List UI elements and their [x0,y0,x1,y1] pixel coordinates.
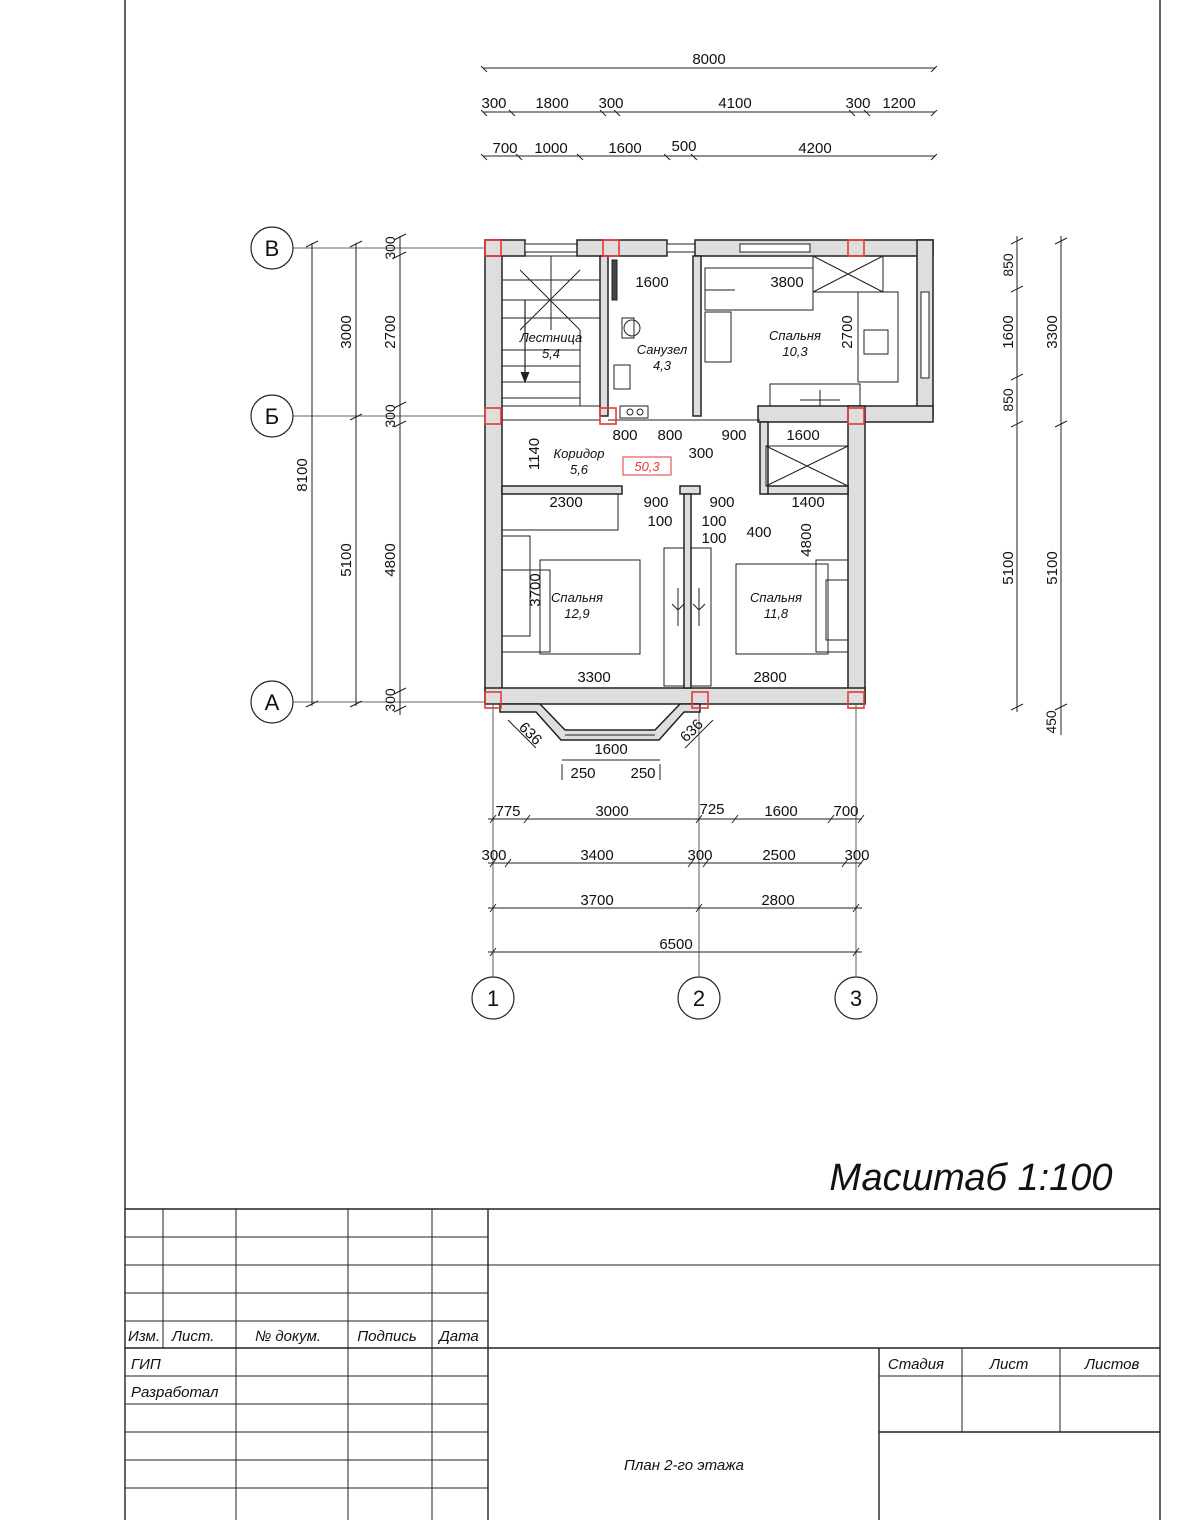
dim-int-bed1-depth: 2700 [839,315,856,349]
room-area-bed2: 12,9 [564,606,590,621]
wall-left [485,240,502,702]
room-area-bed1: 10,3 [782,344,808,359]
dim-bot3-1: 2800 [761,892,795,909]
dim-int-636a: 636 [515,718,546,749]
dim-int-bath-width: 1600 [635,274,669,291]
dim-right2-0: 3300 [1044,315,1061,349]
partition-corr-mid [680,486,700,494]
dim-left-overall: 8100 [294,458,311,492]
dim-top-overall: 8000 [692,51,726,68]
stamp-izm: Изм. [128,1328,160,1345]
dim-int-250a: 250 [570,765,596,782]
dim-int-3300: 3300 [577,669,611,686]
stamp-date: Дата [439,1328,479,1345]
dim-int-300: 300 [688,445,714,462]
dim-bot1-0: 775 [495,803,521,820]
room-name-bath: Санузел [636,342,688,357]
dim-left1-0: 3000 [338,315,355,349]
room-name-bed2: Спальня [551,590,603,605]
stamp-sheets: Листов [1084,1356,1140,1373]
dim-right1-3: 5100 [1000,551,1017,585]
partition-closet [760,422,768,494]
dim-top1-3: 4100 [718,95,752,112]
dim-int-1600: 1600 [786,427,820,444]
dim-int-bed1-width: 3800 [770,274,804,291]
stamp-developed: Разработал [131,1384,219,1401]
dim-top2-3: 500 [671,138,697,155]
wall-top-b [577,240,667,256]
window-stair [525,244,577,252]
dim-top2-1: 1000 [534,140,568,157]
dim-int-2300: 2300 [549,494,583,511]
partition-corr-left [502,486,622,494]
dim-left2-4: 300 [382,688,398,712]
dim-bot-overall: 6500 [659,936,693,953]
dim-bot2-2: 300 [687,847,713,864]
left-dimensions [294,234,406,715]
axis-label-a: А [264,690,280,715]
stamp-stage: Стадия [887,1356,945,1373]
title-block [125,1209,1160,1520]
dim-right2-1: 5100 [1044,551,1061,585]
dim-bot2-3: 2500 [762,847,796,864]
dim-int-800a: 800 [612,427,638,444]
dim-int-400: 400 [746,524,772,541]
dim-left1-1: 5100 [338,543,355,577]
dim-int-900a: 900 [721,427,747,444]
bedroom3-furniture [691,446,848,686]
dim-bot1-1: 3000 [595,803,629,820]
dim-bot1-2: 725 [699,801,725,818]
dim-right1-2: 850 [1000,388,1016,412]
wall-bottom [485,688,865,704]
dim-top1-0: 300 [481,95,507,112]
dim-right1-1: 1600 [1000,315,1017,349]
dim-int-250b: 250 [630,765,656,782]
right-dimensions [1000,236,1067,735]
wall-top-c [695,240,933,256]
partition-bath-bed [693,256,701,416]
room-area-bath: 4,3 [652,358,672,373]
axis-label-1: 1 [486,986,500,1011]
dim-int-1140: 1140 [526,437,543,471]
dim-int-1400: 1400 [791,494,825,511]
total-area-value: 50,3 [634,459,660,474]
dim-left2-1: 2700 [382,315,399,349]
floor-plan [485,240,933,782]
dim-top1-4: 300 [845,95,871,112]
stamp-gip: ГИП [131,1356,161,1373]
dim-top2-2: 1600 [608,140,642,157]
partition-bedrooms [684,494,691,688]
partition-stair-bath [600,256,608,416]
axis-label-2: 2 [692,986,706,1011]
dim-right1-0: 850 [1000,253,1016,277]
dim-int-900c: 900 [709,494,735,511]
stamp-title: План 2-го этажа [624,1457,744,1474]
dim-left2-2: 300 [382,404,398,428]
dim-int-3700: 3700 [527,573,544,607]
dim-top1-1: 1800 [535,95,569,112]
dim-bot2-0: 300 [481,847,507,864]
window-bed1-side [921,292,929,378]
top-dimensions [481,51,937,160]
dim-top1-2: 300 [598,95,624,112]
window-bed1 [740,244,810,252]
axis-label-b: Б [264,404,280,429]
dim-top2-4: 4200 [798,140,832,157]
partition-corr-right [766,486,848,494]
dim-top2-0: 700 [492,140,518,157]
axis-label-v: В [264,236,280,261]
dim-bot1-4: 700 [833,803,859,820]
dim-left2-3: 4800 [382,543,399,577]
stamp-signature: Подпись [357,1328,417,1345]
room-name-bed3: Спальня [750,590,802,605]
dim-int-800b: 800 [657,427,683,444]
dim-int-100b: 100 [701,513,727,530]
dim-top1-5: 1200 [882,95,916,112]
dim-bot1-3: 1600 [764,803,798,820]
dim-bot3-0: 3700 [580,892,614,909]
wall-top-a [485,240,525,256]
room-area-bed3: 11,8 [763,606,789,621]
dim-int-2800: 2800 [753,669,787,686]
stamp-sheet: Лист [989,1356,1029,1373]
room-name-stair: Лестница [519,330,583,345]
room-name-bed1: Спальня [769,328,821,343]
window-bath [667,244,695,252]
dim-bot2-1: 3400 [580,847,614,864]
scale-label: Масштаб 1:100 [829,1157,1113,1199]
dim-int-bay-1600: 1600 [594,741,628,758]
dim-right1-4: 450 [1043,710,1059,734]
stamp-doc-no: № докум. [254,1328,322,1345]
room-name-corridor: Коридор [553,446,605,461]
wall-right-lower [848,406,865,702]
wall-b-right [758,406,933,422]
room-area-corridor: 5,6 [569,462,589,477]
dim-int-4800: 4800 [798,523,815,557]
room-area-stair: 5,4 [541,346,561,361]
bottom-dimensions [481,801,869,956]
dim-int-100a: 100 [647,513,673,530]
dim-int-900b: 900 [643,494,669,511]
dim-bot2-4: 300 [844,847,870,864]
axis-label-3: 3 [849,986,863,1011]
dim-left2-0: 300 [382,236,398,260]
dim-int-636b: 636 [676,715,707,746]
stamp-list: Лист. [171,1328,215,1345]
dim-int-100c: 100 [701,530,727,547]
